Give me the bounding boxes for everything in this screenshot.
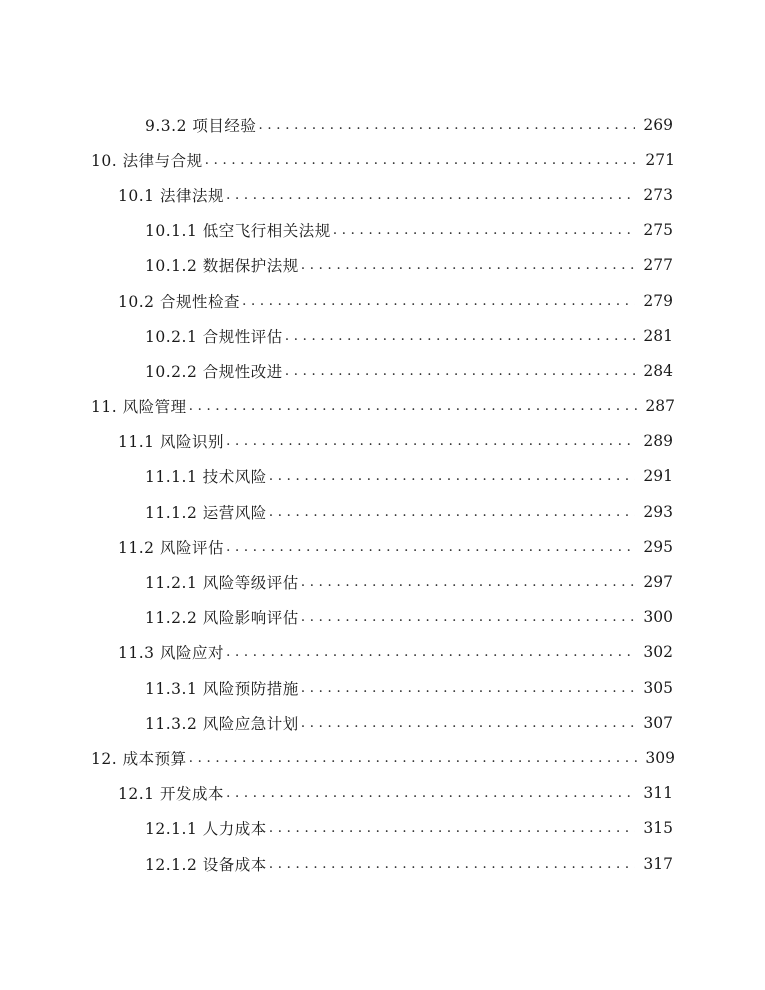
toc-entry-11-1[interactable]	[0, 424, 673, 459]
dot-leader	[269, 820, 635, 836]
toc-entry-title: 11.2 风险评估	[118, 538, 224, 557]
toc-entry-page: 281	[643, 326, 673, 345]
toc-entry-page: 269	[643, 115, 673, 134]
toc-entry-page: 279	[643, 291, 673, 310]
toc-entry-page: 271	[645, 150, 675, 169]
toc-entry-10-1[interactable]	[0, 177, 673, 212]
toc-entry-page: 284	[643, 361, 673, 380]
toc-entry-11-3-2[interactable]	[0, 705, 673, 740]
toc-entry-11-3-1[interactable]	[0, 670, 673, 705]
toc-entry-title: 11.2.2 风险影响评估	[145, 609, 299, 628]
dot-leader	[285, 328, 635, 344]
toc-entry-page: 277	[643, 256, 673, 275]
dot-leader	[333, 222, 635, 238]
toc-entry-12-1-1[interactable]	[0, 811, 673, 846]
toc-entry-title: 11.3.1 风险预防措施	[145, 679, 299, 698]
toc-entry-11-1-2[interactable]	[0, 494, 673, 529]
toc-entry-page: 293	[643, 502, 673, 521]
toc-entry-page: 311	[643, 784, 673, 803]
toc-entry-title: 11. 风险管理	[91, 398, 187, 417]
dot-leader	[226, 785, 635, 801]
toc-entry-11[interactable]	[0, 389, 675, 424]
toc-entry-12-1-2[interactable]	[0, 846, 673, 881]
toc-entry-10-2[interactable]	[0, 283, 673, 318]
toc-entry-11-3[interactable]	[0, 635, 673, 670]
toc-entry-title: 11.3.2 风险应急计划	[145, 714, 299, 733]
toc-entry-title: 10.2.2 合规性改进	[145, 362, 283, 381]
toc-entry-12-1[interactable]	[0, 776, 673, 811]
toc-entry-12[interactable]	[0, 740, 675, 775]
dot-leader	[226, 433, 635, 449]
toc-entry-10-1-1[interactable]	[0, 213, 673, 248]
toc-entry-title: 11.1.1 技术风险	[145, 468, 267, 487]
dot-leader	[301, 715, 635, 731]
toc-entry-page: 309	[645, 748, 675, 767]
toc-entry-title: 10.1.1 低空飞行相关法规	[145, 222, 331, 241]
toc-entry-page: 287	[645, 397, 675, 416]
toc-entry-title: 12.1.1 人力成本	[145, 820, 267, 839]
toc-entry-page: 300	[643, 608, 673, 627]
dot-leader	[285, 363, 635, 379]
toc-entry-11-2[interactable]	[0, 529, 673, 564]
dot-leader	[301, 257, 635, 273]
toc-entry-title: 11.3 风险应对	[118, 644, 224, 663]
toc-entry-page: 297	[643, 573, 673, 592]
toc-entry-title: 12.1.2 设备成本	[145, 855, 267, 874]
dot-leader	[269, 504, 635, 520]
toc-entry-title: 11.1.2 运营风险	[145, 503, 267, 522]
toc-entry-title: 10.1 法律法规	[118, 186, 224, 205]
dot-leader	[301, 680, 635, 696]
toc-entry-title: 11.1 风险识别	[118, 433, 224, 452]
table-of-contents	[0, 107, 765, 881]
toc-entry-page: 305	[643, 678, 673, 697]
dot-leader	[226, 539, 635, 555]
dot-leader	[189, 398, 637, 414]
toc-entry-title: 11.2.1 风险等级评估	[145, 574, 299, 593]
toc-entry-title: 12. 成本预算	[91, 749, 187, 768]
toc-entry-10-1-2[interactable]	[0, 248, 673, 283]
toc-entry-page: 289	[643, 432, 673, 451]
toc-entry-10[interactable]	[0, 142, 675, 177]
toc-entry-page: 307	[643, 713, 673, 732]
toc-entry-title: 10. 法律与合规	[91, 151, 203, 170]
toc-entry-page: 315	[643, 819, 673, 838]
toc-entry-11-2-2[interactable]	[0, 600, 673, 635]
dot-leader	[258, 117, 635, 133]
toc-entry-9-3-2[interactable]	[0, 107, 673, 142]
dot-leader	[226, 187, 635, 203]
toc-entry-10-2-2[interactable]	[0, 353, 673, 388]
toc-entry-title: 12.1 开发成本	[118, 785, 224, 804]
dot-leader	[189, 750, 637, 766]
toc-entry-10-2-1[interactable]	[0, 318, 673, 353]
dot-leader	[242, 293, 635, 309]
dot-leader	[301, 574, 635, 590]
toc-entry-title: 10.2.1 合规性评估	[145, 327, 283, 346]
dot-leader	[269, 468, 635, 484]
toc-entry-page: 317	[643, 854, 673, 873]
dot-leader	[301, 609, 635, 625]
toc-entry-page: 302	[643, 643, 673, 662]
toc-entry-title: 10.1.2 数据保护法规	[145, 257, 299, 276]
toc-entry-11-2-1[interactable]	[0, 564, 673, 599]
dot-leader	[226, 644, 635, 660]
toc-entry-title: 10.2 合规性检查	[118, 292, 240, 311]
toc-entry-page: 273	[643, 185, 673, 204]
toc-entry-title: 9.3.2 项目经验	[145, 116, 257, 135]
dot-leader	[205, 152, 637, 168]
toc-entry-page: 291	[643, 467, 673, 486]
toc-entry-page: 295	[643, 537, 673, 556]
toc-entry-11-1-1[interactable]	[0, 459, 673, 494]
dot-leader	[269, 856, 635, 872]
toc-entry-page: 275	[643, 221, 673, 240]
